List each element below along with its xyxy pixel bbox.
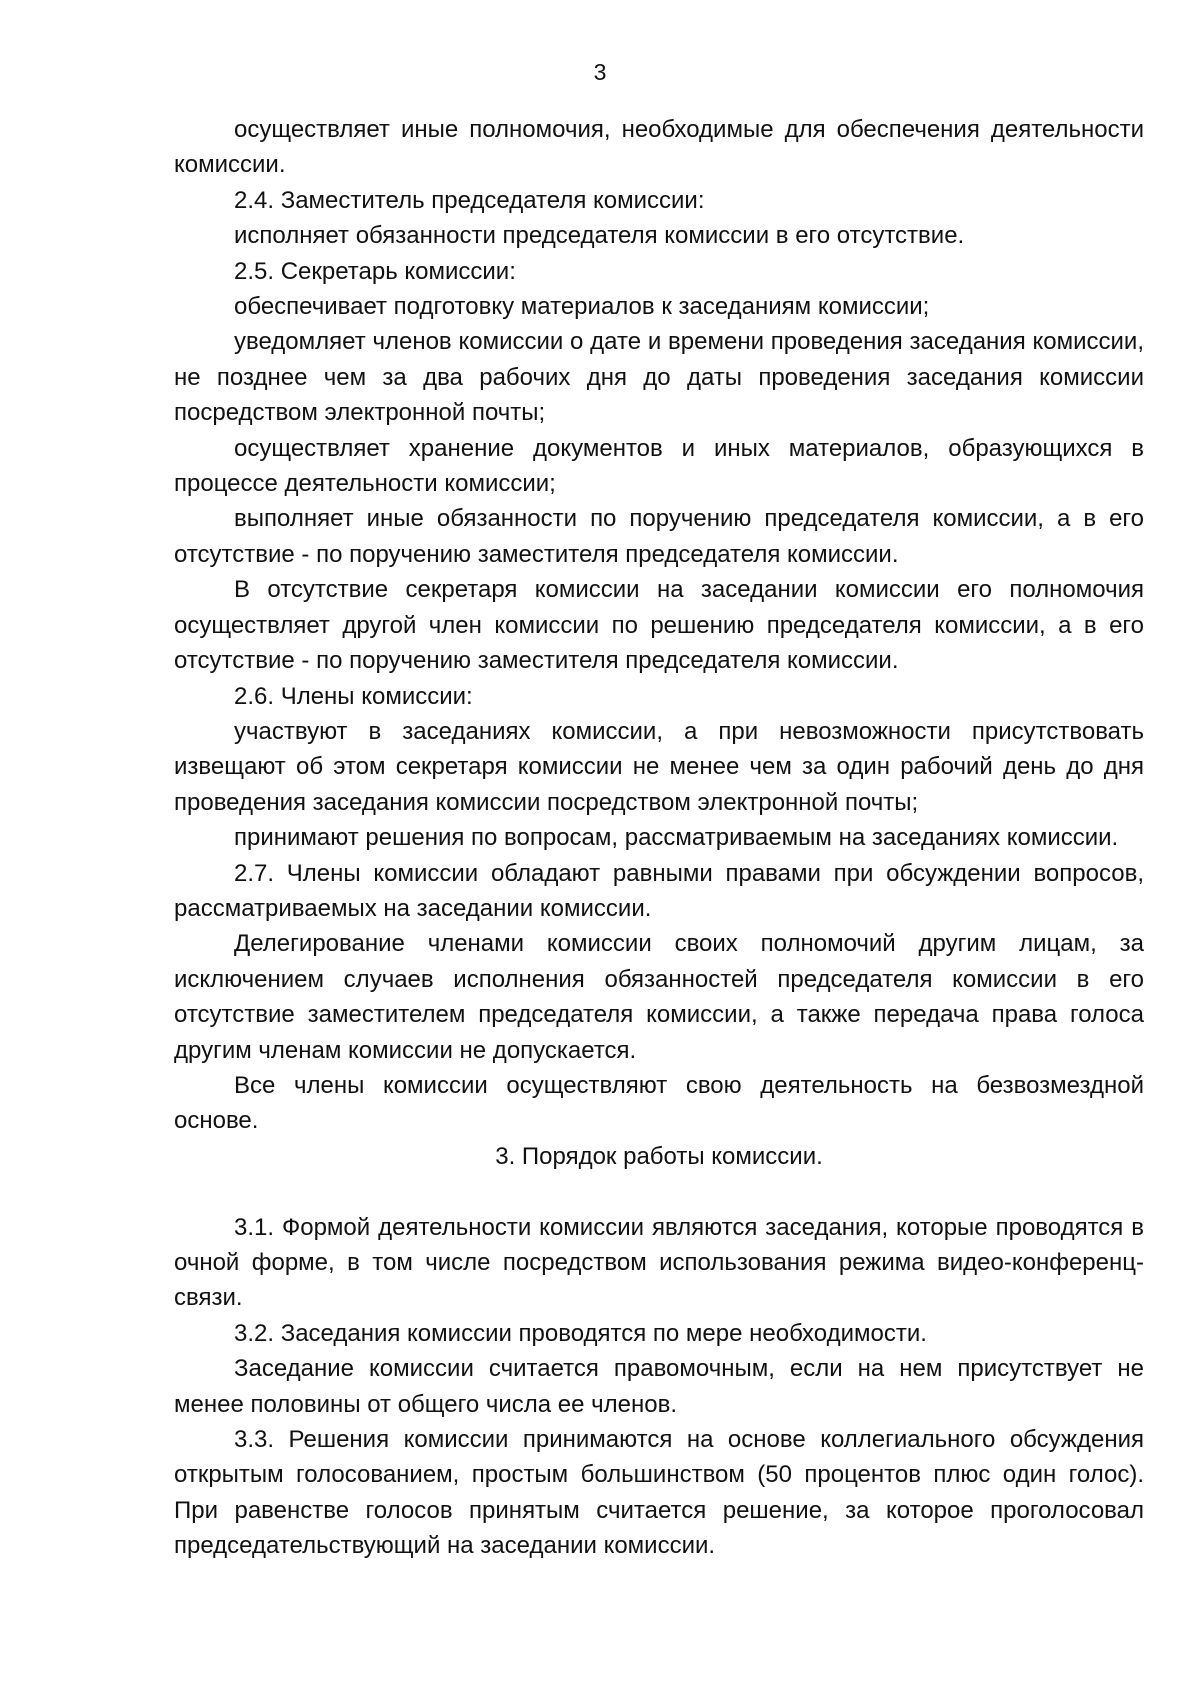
paragraph: 3.3. Решения комиссии принимаются на основе коллегиального обсуждения открытым голосованием, простым большинством (50 процентов плюс один голос). При равенстве голосов принятым считается решение, за которое проголосовал председательствующий на заседании комиссии. <box>174 1426 1144 1560</box>
section-heading: 3. Порядок работы комиссии. <box>495 1142 823 1170</box>
clause-heading-2-5: 2.5. Секретарь комиссии: <box>234 257 516 285</box>
paragraph: 3.1. Формой деятельности комиссии являются заседания, которые проводятся в очной форме, в том числе посредством использования режима видео-конференц-связи. <box>174 1213 1144 1312</box>
document-body <box>174 112 1144 1564</box>
paragraph: Заседание комиссии считается правомочным, если на нем присутствует не менее половины от общего числа ее членов. <box>174 1355 1144 1418</box>
paragraph: Делегирование членами комиссии своих полномочий другим лицам, за исключением случаев исполнения обязанностей председателя комиссии в его отсутствие заместителем председателя комиссии, а также передача права голоса другим членам комиссии не допускается. <box>174 930 1144 1064</box>
paragraph: исполняет обязанности председателя комиссии в его отсутствие. <box>234 222 965 250</box>
paragraph: уведомляет членов комиссии о дате и времени проведения заседания комиссии, не позднее чем за два рабочих дня до даты проведения заседания комиссии посредством электронной почты; <box>174 328 1144 427</box>
paragraph: обеспечивает подготовку материалов к заседаниям комиссии; <box>234 293 930 321</box>
paragraph: В отсутствие секретаря комиссии на заседании комиссии его полномочия осуществляет другой член комиссии по решению председателя комиссии, а в его отсутствие - по поручению заместителя председателя комиссии. <box>174 576 1144 675</box>
paragraph: принимают решения по вопросам, рассматриваемым на заседаниях комиссии. <box>234 824 1119 852</box>
paragraph: участвуют в заседаниях комиссии, а при невозможности присутствовать извещают об этом секретаря комиссии не менее чем за один рабочий день до дня проведения заседания комиссии посредством электронной почты; <box>174 717 1144 816</box>
clause-heading-2-4: 2.4. Заместитель председателя комиссии: <box>234 186 705 214</box>
paragraph: 2.7. Члены комиссии обладают равными правами при обсуждении вопросов, рассматриваемых на заседании комиссии. <box>174 859 1144 922</box>
paragraph: осуществляет иные полномочия, необходимые для обеспечения деятельности комиссии. <box>174 116 1144 179</box>
paragraph: 3.2. Заседания комиссии проводятся по мере необходимости. <box>234 1319 927 1347</box>
paragraph: Все члены комиссии осуществляют свою деятельность на безвозмездной основе. <box>174 1071 1144 1135</box>
page-number: 3 <box>593 59 607 85</box>
clause-heading-2-6: 2.6. Члены комиссии: <box>234 682 473 710</box>
paragraph: выполняет иные обязанности по поручению председателя комиссии, а в его отсутствие - по поручению заместителя председателя комиссии. <box>174 505 1144 568</box>
paragraph: осуществляет хранение документов и иных материалов, образующихся в процессе деятельности комиссии; <box>174 434 1144 498</box>
